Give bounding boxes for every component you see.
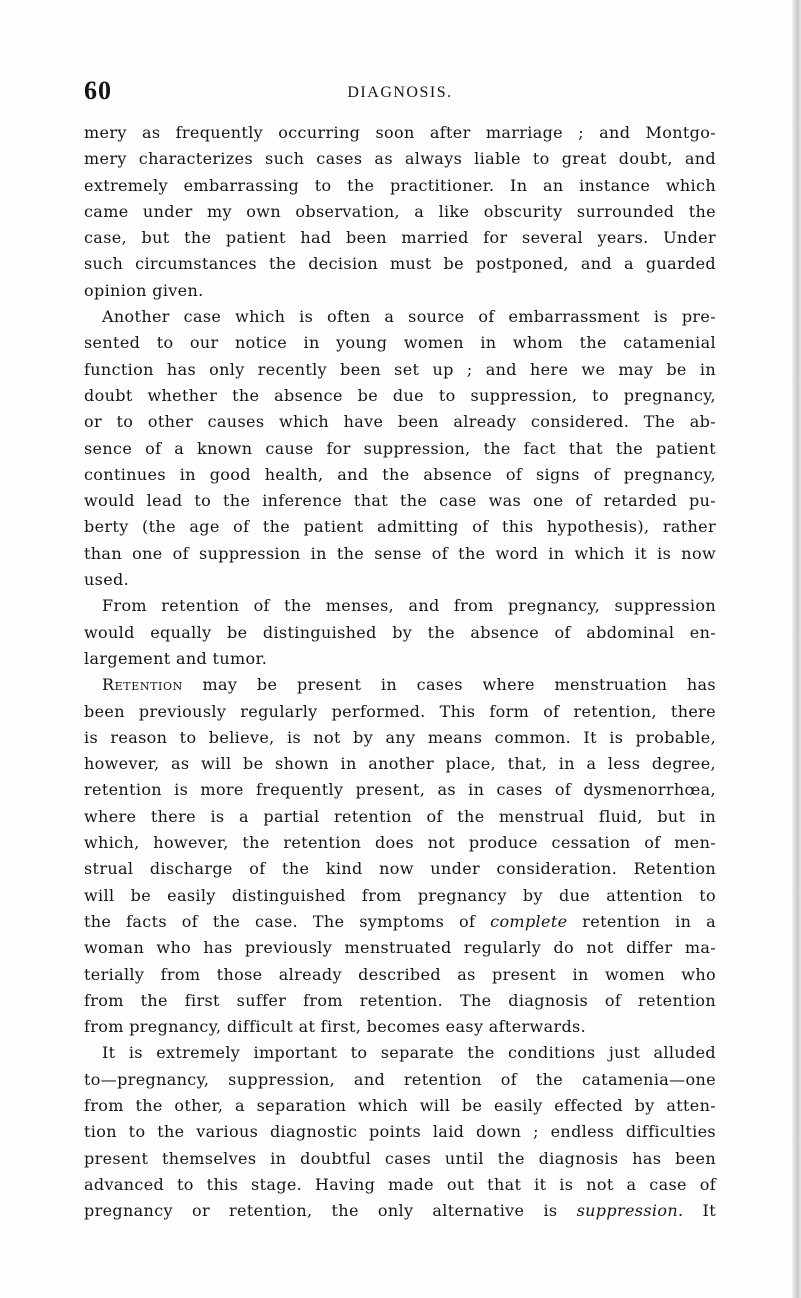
text-line: will be easily distinguished from pregnancy by due attention to (84, 885, 716, 905)
text-line: been previously regularly performed. This form of retention, there (84, 701, 716, 721)
text-line: extremely embarrassing to the practitioner. In an instance which (84, 175, 716, 195)
text-line: sented to our notice in young women in whom the catamenial (84, 333, 716, 353)
running-head: DIAGNOSIS. (347, 84, 453, 101)
text-line: such circumstances the decision must be postponed, and a guarded (84, 254, 716, 274)
text-line: berty (the age of the patient admitting of this hypothesis), rather (84, 517, 716, 537)
page-number: 60 (84, 76, 112, 105)
page-header (84, 76, 716, 106)
text-line: terially from those already described as present in women who (84, 964, 716, 984)
text-fragment: the facts of the case. The symptoms of (84, 911, 491, 931)
text-line (84, 909, 716, 935)
text-line: where there is a partial retention of the menstrual fluid, but in (84, 806, 716, 826)
text-line: mery as frequently occurring soon after marriage ; and Montgo- (84, 123, 716, 142)
text-line: sence of a known cause for suppression, the fact that the patient (84, 438, 716, 458)
page-edge (792, 0, 801, 1298)
text-line: from the other, a separation which will be easily effected by atten- (84, 1095, 716, 1115)
text-line: function has only recently been set up ; and here we may be in (84, 359, 716, 379)
text-line: present themselves in doubtful cases until the diagnosis has been (84, 1148, 716, 1168)
retention-heading: Retention (102, 675, 183, 695)
text-line: to—pregnancy, suppression, and retention of the catamenia—one (84, 1069, 716, 1089)
text-line: from the first suffer from retention. The diagnosis of retention (84, 990, 716, 1010)
text-fragment: may be present in cases where menstruation has (182, 675, 716, 695)
text-line: or to other causes which have been already considered. The ab- (84, 412, 716, 432)
text-line (84, 672, 716, 698)
text-line: case, but the patient had been married for several years. Under (84, 228, 716, 248)
text-line (84, 1198, 716, 1224)
text-line: doubt whether the absence be due to suppression, to pregnancy, (84, 385, 716, 405)
text-line: from pregnancy, difficult at first, becomes easy afterwards. (84, 1017, 587, 1037)
text-line: continues in good health, and the absence of signs of pregnancy, (84, 464, 716, 484)
text-line: strual discharge of the kind now under consideration. Retention (84, 859, 716, 879)
text-line: largement and tumor. (84, 648, 268, 668)
text-line: Another case which is often a source of embarrassment is pre- (102, 307, 716, 327)
text-fragment: It (683, 1201, 716, 1221)
text-line: It is extremely important to separate the conditions just alluded (102, 1043, 716, 1063)
body-text (84, 120, 716, 1224)
text-line: From retention of the menses, and from pregnancy, suppression (102, 596, 716, 616)
text-line: would lead to the inference that the case was one of retarded pu- (84, 491, 716, 511)
text-line: tion to the various diagnostic points laid down ; endless difficulties (84, 1122, 716, 1142)
text-line: woman who has previously menstruated regularly do not differ ma- (84, 938, 716, 958)
text-line: which, however, the retention does not produce cessation of men- (84, 833, 716, 853)
text-line: came under my own observation, a like obscurity surrounded the (84, 201, 716, 221)
text-line: advanced to this stage. Having made out that it is not a case of (84, 1174, 716, 1194)
emphasis-suppression: suppression. (576, 1201, 684, 1221)
text-fragment: pregnancy or retention, the only alternative is (84, 1201, 577, 1221)
text-line: however, as will be shown in another place, that, in a less degree, (84, 754, 716, 774)
text-line: is reason to believe, is not by any means common. It is probable, (84, 727, 716, 747)
text-fragment: retention in a (567, 911, 716, 931)
text-line: retention is more frequently present, as in cases of dysmenorrhœa, (84, 780, 716, 800)
text-line: mery characterizes such cases as always liable to great doubt, and (84, 149, 716, 169)
emphasis-complete: complete (490, 911, 568, 931)
text-line: would equally be distinguished by the absence of abdominal en- (84, 622, 716, 642)
text-line: than one of suppression in the sense of the word in which it is now (84, 543, 716, 563)
text-line: opinion given. (84, 280, 204, 300)
text-line: used. (84, 570, 130, 590)
